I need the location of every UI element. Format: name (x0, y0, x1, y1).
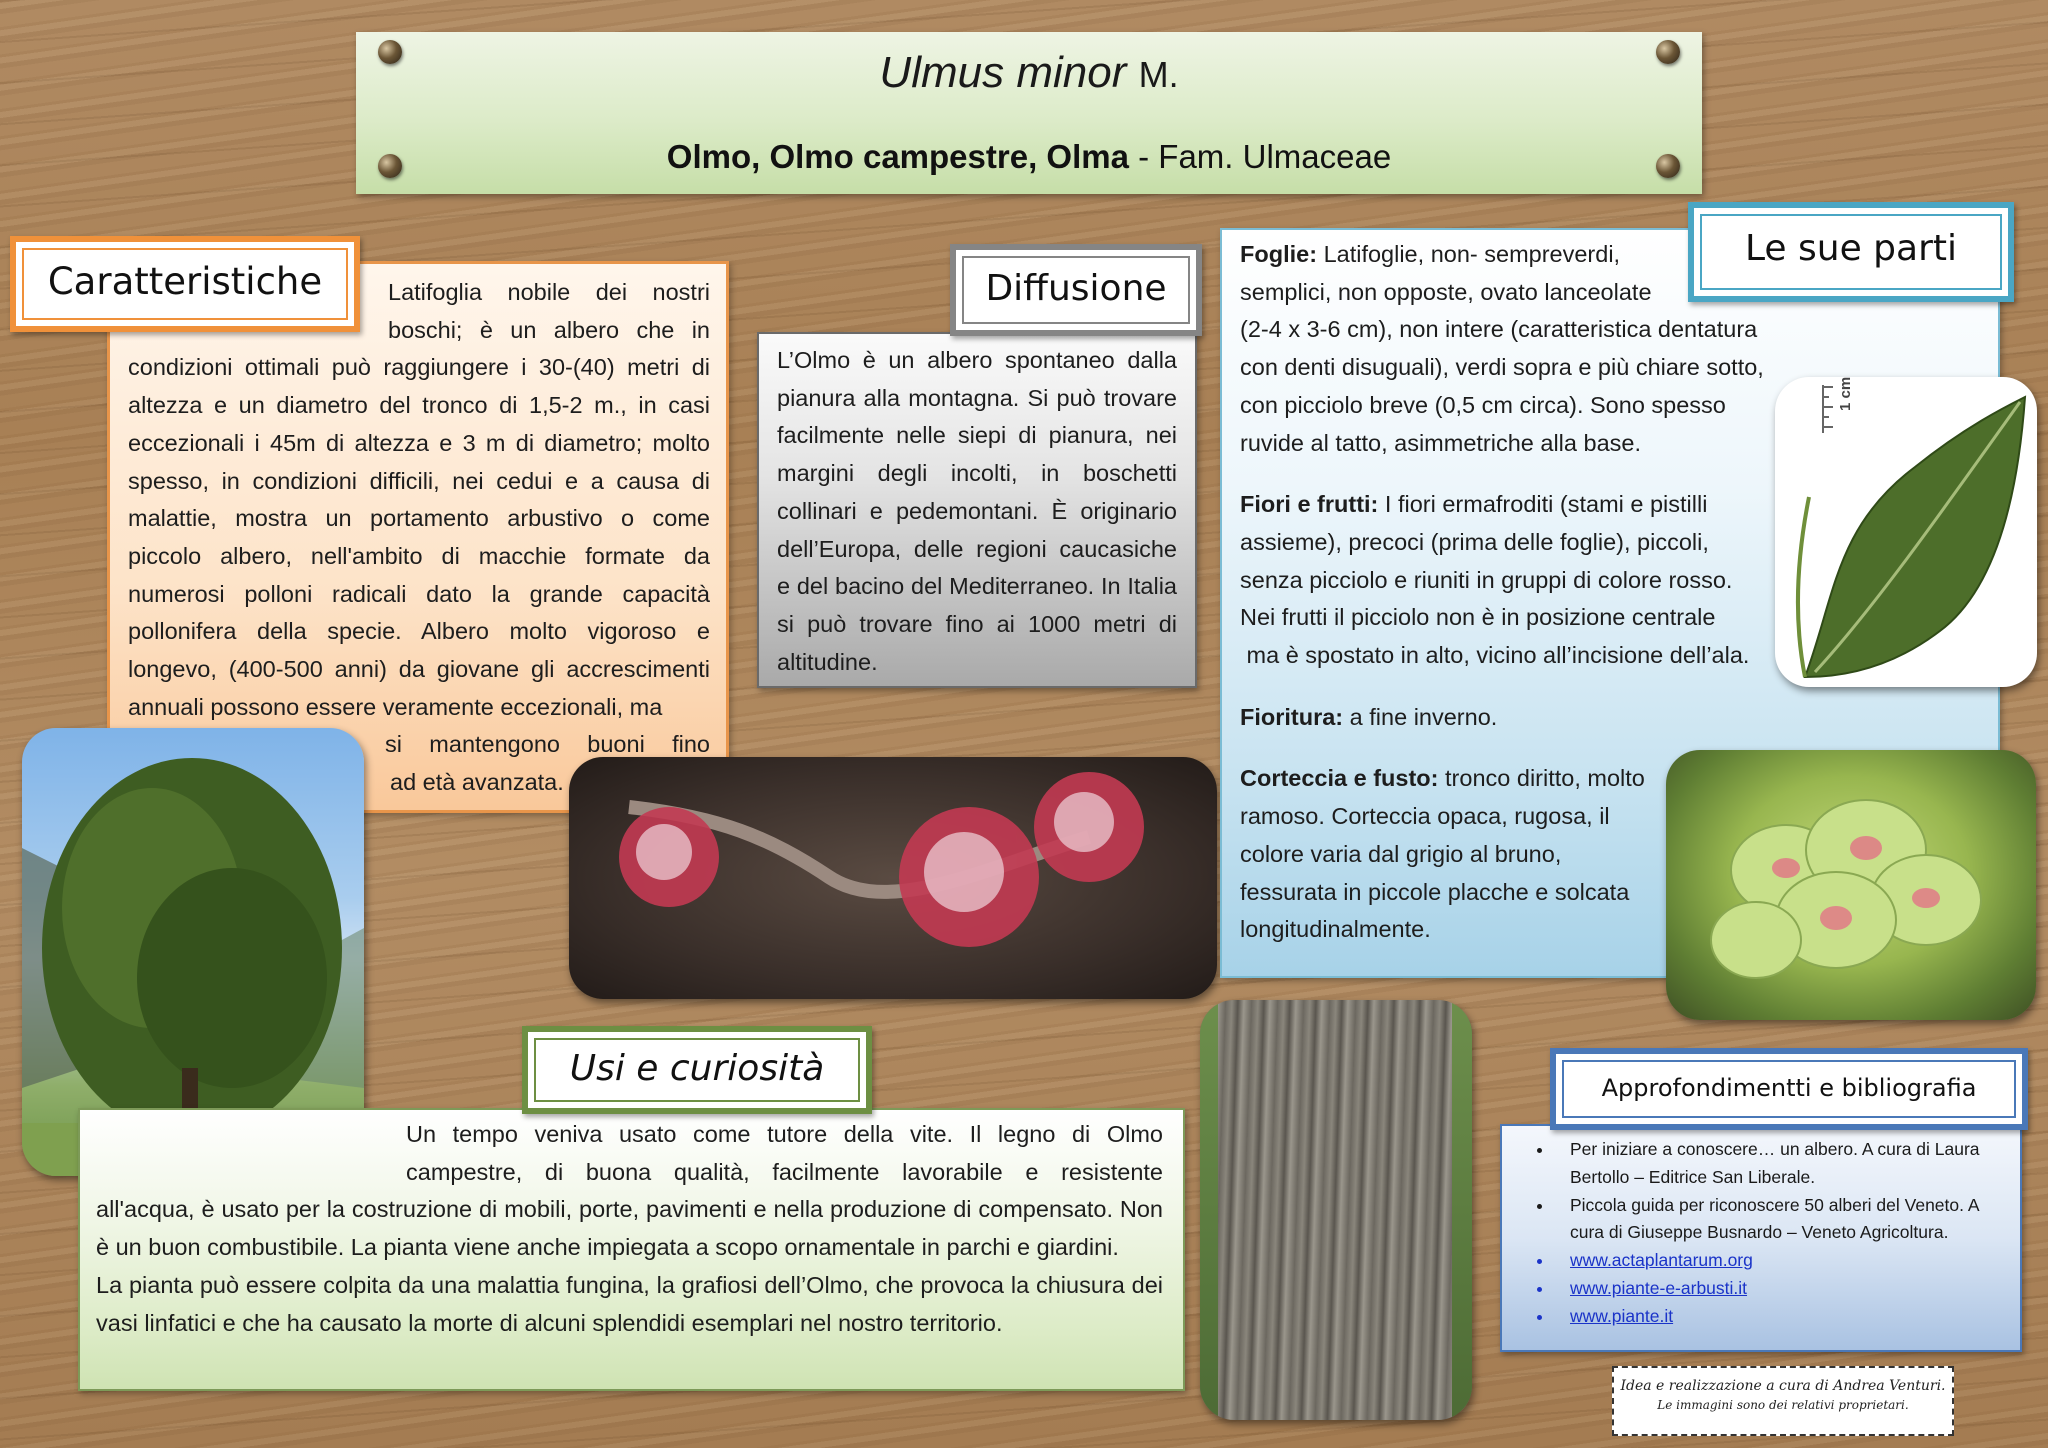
fioritura-line: Fioritura: a fine inverno. (1240, 703, 1498, 730)
foglie-line6: ruvide al tatto, asimmetriche alla base. (1240, 429, 1641, 456)
caratteristiche-tail2: ad età avanzata. (390, 769, 564, 796)
common-names: Olmo, Olmo campestre, Olma (666, 138, 1129, 175)
page-title (356, 48, 1702, 98)
corteccia-line3: colore varia dal grigio al bruno, (1240, 840, 1562, 867)
caratteristiche-line1: Latifoglia nobile dei nostri (388, 279, 710, 305)
parti-heading: Le sue parti (1688, 202, 2014, 302)
corteccia-line4: fessurata in piccole placche e solcata (1240, 878, 1630, 905)
credits-line2: Le immagini sono dei relativi proprietari. (1657, 1398, 1909, 1412)
credits-line1: Idea e realizzazione a cura di Andrea Venturi. (1620, 1378, 1946, 1394)
credits-box (1612, 1366, 1954, 1436)
usi-line1: Un tempo veniva usato come tutore della vite. Il legno di Olmo (406, 1121, 1163, 1147)
caratteristiche-line2: boschi; è un albero che in (388, 316, 710, 343)
fiori-line2: assieme), precoci (prima delle foglie), piccoli, (1240, 528, 1709, 555)
usi-line2: campestre, di buona qualità, facilmente lavorabile e resistente (406, 1158, 1163, 1185)
fiori-line5: ma è spostato in alto, vicino all’incisione dell’ala. (1240, 642, 1750, 669)
diffusione-text: L’Olmo è un albero spontaneo dalla pianura alla montagna. Si può trovare facilmente nelle siepi di pianura, nei margini degli incolti, in boschetti collinari e pedemontani. È originario dell’Europa, delle regioni caucasiche e del bacino del Mediterraneo. In Italia si può trovare fino ai 1000 metri di altitudine. (777, 347, 1177, 675)
species-name: Ulmus minor (879, 48, 1127, 97)
usi-panel (78, 1108, 1185, 1391)
fiori-line1: Fiori e frutti: I fiori ermafroditi (stami e pistilli (1240, 491, 1708, 518)
corteccia-line5: longitudinalmente. (1240, 916, 1431, 943)
leaf-photo (1775, 377, 2037, 687)
corteccia-line1: Corteccia e fusto: tronco diritto, molto (1240, 765, 1645, 792)
fiori-line4: Nei frutti il picciolo non è in posizione centrale (1240, 604, 1716, 631)
corteccia-line2: ramoso. Corteccia opaca, rugosa, il (1240, 803, 1610, 830)
foglie-line1: Foglie: Latifoglie, non- sempreverdi, (1240, 241, 1621, 267)
bib-item: • Piccola guida per riconoscere 50 alberi del Veneto. A cura di Giuseppe Busnardo – Veneto Agricoltura. (1554, 1192, 2004, 1248)
usi-heading: Usi e curiosità (522, 1026, 872, 1114)
page-subtitle (356, 138, 1702, 176)
scale-label: 1 cm (1837, 377, 1854, 411)
diffusione-panel (757, 332, 1197, 688)
caratteristiche-text: condizioni ottimali può raggiungere i 30-(40) metri di altezza e un diametro del tronco di 1,5-2 m., in casi eccezionali i 45m di altezza e 3 m di diametro; molto spesso, in condizioni difficili, nei cedui e a causa di malattie, mostra un portamento arbustivo o come piccolo albero, nell'ambito di macchie formate da numerosi polloni radicali dato la grande capacità pollonifera della specie. Albero molto vigoroso e longevo, (400-500 anni) da giovane gli accrescimenti annuali possono essere veramente eccezionali, ma (128, 354, 710, 720)
usi-text: all'acqua, è usato per la costruzione di mobili, porte, pavimenti e nella produzione di compensato. Non è un buon combustibile. La pianta viene anche impiegata a scopo ornamentale in parchi e giardini. (96, 1196, 1163, 1261)
bib-item: • Per iniziare a conoscere… un albero. A cura di Laura Bertollo – Editrice San Liberale. (1554, 1136, 2004, 1192)
bib-link-piante[interactable]: • www.piante.it (1554, 1303, 2004, 1331)
foglie-line2: semplici, non opposte, ovato lanceolate (1240, 278, 1652, 305)
diffusione-heading: Diffusione (950, 244, 1202, 336)
caratteristiche-tail1: si mantengono buoni fino (385, 731, 710, 758)
foglie-line4: con denti disuguali), verdi sopra e più chiare sotto, (1240, 354, 1764, 381)
foglie-line3: (2-4 x 3-6 cm), non intere (caratteristica dentatura (1240, 316, 1758, 343)
fiori-line3: senza picciolo e riuniti in gruppi di colore rosso. (1240, 566, 1733, 593)
caratteristiche-heading: Caratteristiche (10, 236, 360, 332)
bark-photo (1200, 1000, 1472, 1420)
usi-text2: La pianta può essere colpita da una malattia fungina, la grafiosi dell’Olmo, che provoca la chiusura dei vasi linfatici e che ha causato la morte di alcuni splendidi esemplari nel nostro territorio. (96, 1271, 1163, 1336)
flowers-photo (569, 757, 1217, 999)
bib-link-actaplantarum[interactable]: • www.actaplantarum.org (1554, 1247, 2004, 1275)
bibliografia-heading: Approfondimentti e bibliografia (1550, 1048, 2028, 1130)
samara-photo (1666, 750, 2036, 1020)
family-name: - Fam. Ulmaceae (1138, 138, 1392, 175)
bibliography-list (1502, 1136, 2004, 1331)
foglie-line5: con picciolo breve (0,5 cm circa). Sono spesso (1240, 391, 1726, 418)
bib-link-piante-e-arbusti[interactable]: • www.piante-e-arbusti.it (1554, 1275, 2004, 1303)
species-author: M. (1138, 54, 1179, 95)
bibliografia-panel (1500, 1124, 2022, 1352)
title-banner (356, 32, 1702, 194)
